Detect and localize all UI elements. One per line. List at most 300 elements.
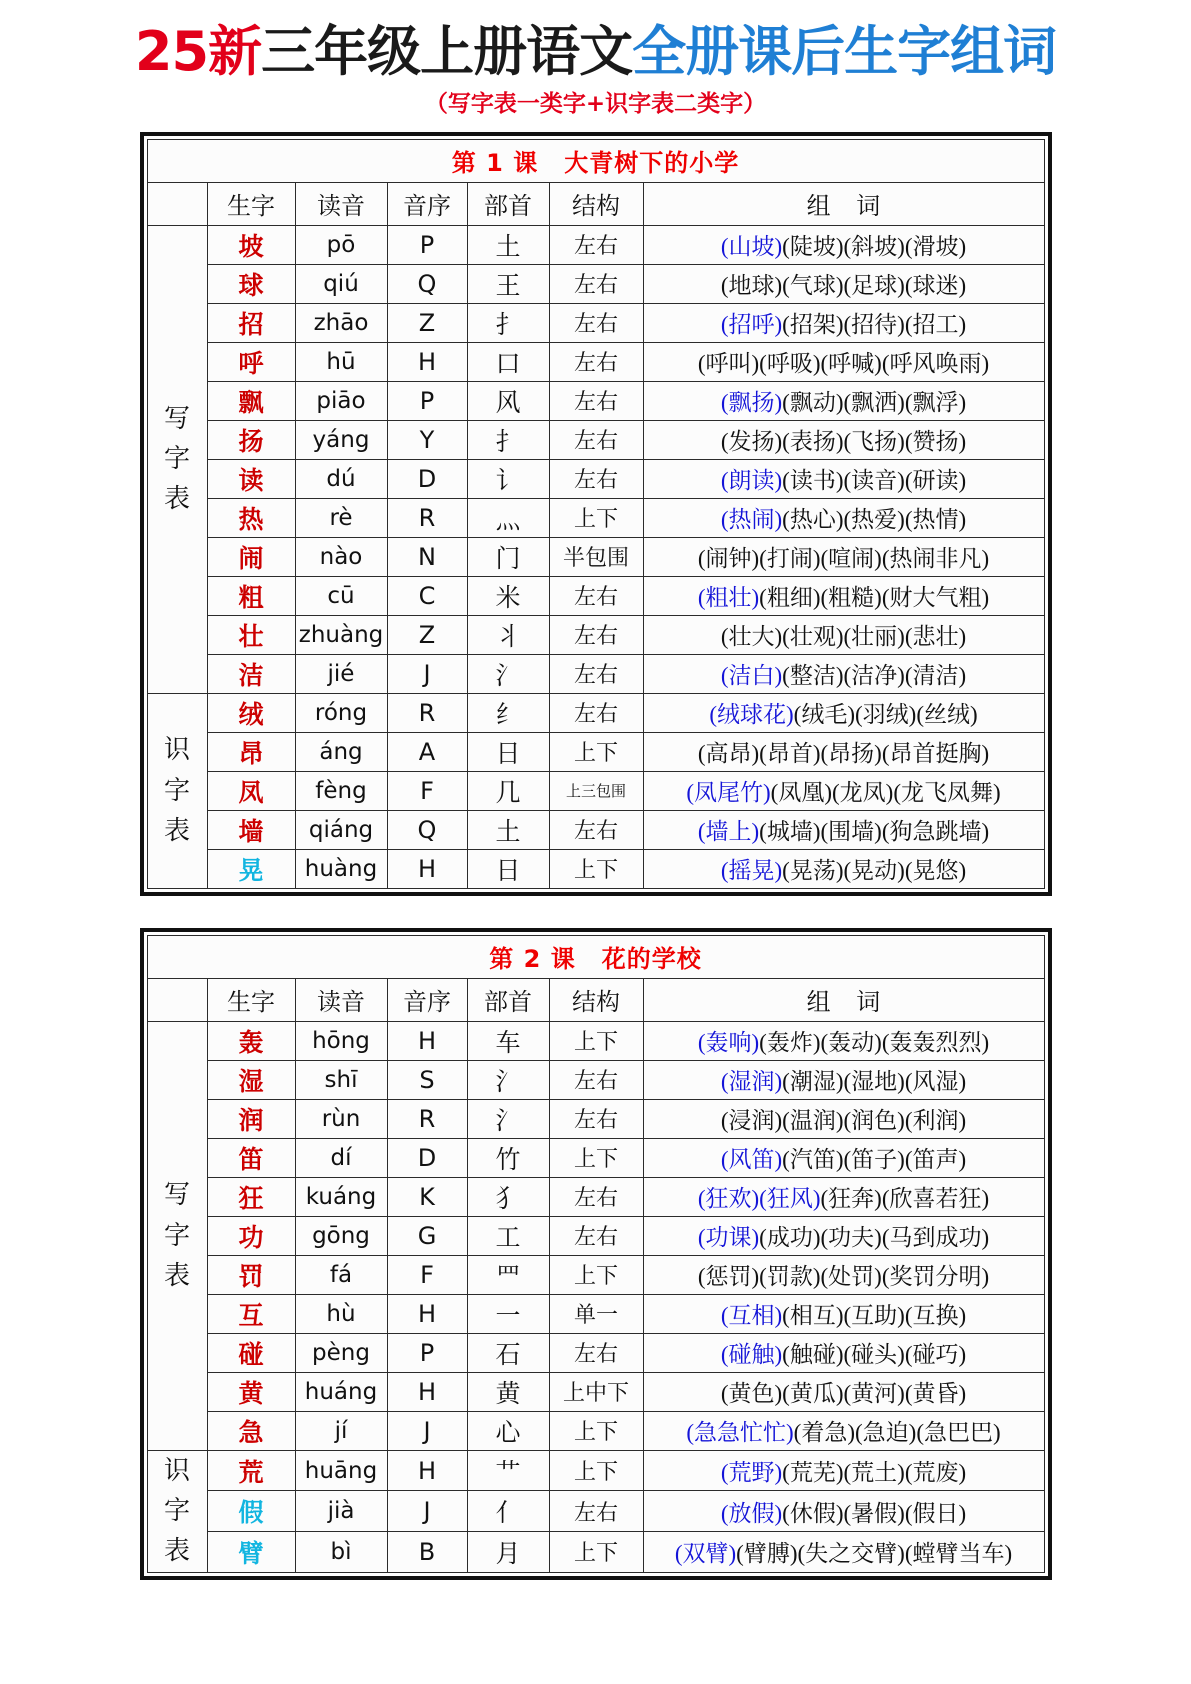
vocab-table [147,935,1045,1573]
word-item: (围墙) [820,819,882,845]
cell-initial-letter: H [387,1294,467,1333]
column-header-row [147,182,1044,225]
cell-structure: 左右 [549,225,643,264]
word-item: (轰响) [697,1030,760,1056]
word-item: (热情) [904,507,967,533]
word-item: (黄昏) [904,1381,967,1407]
cell-words [643,1060,1044,1099]
table-row [147,1177,1044,1216]
table-row [147,1255,1044,1294]
cell-initial-letter: R [387,693,467,732]
lesson-title [147,139,1044,182]
cell-words [643,342,1044,381]
cell-radical: 土 [467,225,549,264]
word-item: (丝绒) [916,702,978,728]
cell-initial-letter: A [387,732,467,771]
cell-pinyin: hōng [295,1021,387,1060]
table-row [147,381,1044,420]
cell-character: 绒 [207,693,295,732]
cell-initial-letter: J [387,1411,467,1450]
cell-structure: 左右 [549,381,643,420]
cell-pinyin: áng [295,732,387,771]
word-item: (表扬) [782,429,844,455]
cell-initial-letter: R [387,1099,467,1138]
section-label-char: 识 [163,735,190,765]
table-row [147,576,1044,615]
cell-pinyin: jié [295,654,387,693]
table-row [147,1531,1044,1572]
cell-pinyin: qiáng [295,810,387,849]
cell-initial-letter: R [387,498,467,537]
cell-structure: 左右 [549,654,643,693]
word-item: (利润) [904,1108,967,1134]
table-row [147,1021,1044,1060]
cell-radical: 丬 [467,615,549,654]
cell-initial-letter: D [387,459,467,498]
cell-radical: 风 [467,381,549,420]
word-item: (足球) [843,273,905,299]
word-item: (发扬) [720,429,783,455]
cell-words [643,381,1044,420]
cell-pinyin: hū [295,342,387,381]
table-row [147,342,1044,381]
word-item: (急迫) [855,1420,917,1446]
cell-words [643,264,1044,303]
cell-structure: 半包围 [549,537,643,576]
table-row [147,693,1044,732]
word-item: (斜坡) [843,234,905,260]
word-item: (飞扬) [843,429,905,455]
column-header-initial: 音序 [387,978,467,1021]
section-label-write [147,225,207,693]
table-row [147,615,1044,654]
cell-radical: 米 [467,576,549,615]
cell-pinyin: rùn [295,1099,387,1138]
cell-structure: 左右 [549,459,643,498]
word-item: (荒芜) [782,1460,844,1485]
cell-radical: 门 [467,537,549,576]
word-item: (清洁) [904,663,967,689]
cell-pinyin: fèng [295,771,387,810]
table-row [147,771,1044,810]
cell-pinyin: rè [295,498,387,537]
word-item: (打闹) [759,546,821,572]
word-item: (绒球花) [709,702,794,728]
cell-words [643,537,1044,576]
cell-character: 热 [207,498,295,537]
word-item: (读书) [782,468,844,494]
cell-character: 互 [207,1294,295,1333]
cell-initial-letter: H [387,1450,467,1491]
word-item: (热闹非凡) [881,546,990,572]
word-item: (财大气粗) [881,585,990,611]
word-item: (壮观) [782,624,844,650]
word-item: (急急忙忙) [686,1420,794,1446]
cell-structure: 上下 [549,1450,643,1491]
word-item: (壮丽) [843,624,905,650]
word-item: (温润) [782,1108,844,1134]
cell-structure: 左右 [549,576,643,615]
word-item: (朗读) [720,468,783,494]
cell-words [643,1177,1044,1216]
word-item: (高昂) [697,741,760,767]
cell-character: 洁 [207,654,295,693]
word-item: (飘动) [782,390,844,416]
word-item: (热闹) [720,507,783,533]
word-item: (笛子) [843,1147,905,1173]
cell-character: 墙 [207,810,295,849]
cell-words [643,1411,1044,1450]
word-item: (潮湿) [782,1069,844,1095]
cell-radical: 灬 [467,498,549,537]
cell-initial-letter: C [387,576,467,615]
cell-character: 球 [207,264,295,303]
word-item: (欣喜若狂) [881,1186,990,1212]
word-item: (热爱) [843,507,905,533]
word-item: (球迷) [904,273,967,299]
cell-character: 晃 [207,849,295,888]
word-item: (风笛) [720,1147,783,1173]
cell-structure: 左右 [549,342,643,381]
cell-radical: 黄 [467,1372,549,1411]
cell-radical: 土 [467,810,549,849]
word-item: (读音) [843,468,905,494]
table-row [147,420,1044,459]
vocab-table [147,139,1045,889]
cell-character: 功 [207,1216,295,1255]
cell-radical: 车 [467,1021,549,1060]
lesson-name: 大青树下的小学 [564,149,740,178]
lesson-name: 花的学校 [601,945,702,974]
corner-cell [147,182,207,225]
cell-radical: 月 [467,1531,549,1572]
cell-pinyin: dú [295,459,387,498]
cell-character: 凤 [207,771,295,810]
word-item: (绒毛) [793,702,855,728]
word-item: (凤尾竹) [686,780,771,806]
cell-character: 招 [207,303,295,342]
word-item: (招呼) [720,312,783,338]
word-item: (浸润) [720,1108,783,1134]
cell-initial-letter: J [387,654,467,693]
section-label-char: 表 [163,1536,190,1566]
cell-words [643,1294,1044,1333]
word-item: (互助) [843,1303,905,1329]
cell-words [643,1255,1044,1294]
cell-structure: 左右 [549,264,643,303]
cell-structure: 左右 [549,303,643,342]
cell-words [643,1491,1044,1532]
cell-pinyin: shī [295,1060,387,1099]
cell-pinyin: huàng [295,849,387,888]
cell-pinyin: huáng [295,1372,387,1411]
cell-structure: 左右 [549,420,643,459]
cell-character: 闹 [207,537,295,576]
word-item: (着急) [793,1420,855,1446]
word-item: (滑坡) [904,234,967,260]
word-item: (呼喊) [820,351,882,377]
word-item: (湿润) [720,1069,783,1095]
cell-character: 坡 [207,225,295,264]
word-item: (晃悠) [904,858,967,884]
word-item: (轰动) [820,1030,882,1056]
word-item: (粗糙) [820,585,882,611]
table-row [147,1138,1044,1177]
word-item: (成功) [759,1225,821,1251]
cell-initial-letter: Z [387,303,467,342]
cell-pinyin: qiú [295,264,387,303]
word-item: (热心) [782,507,844,533]
word-item: (狂奔) [820,1186,882,1212]
lesson-number: 第 1 课 [451,149,539,178]
word-item: (悲壮) [904,624,967,650]
word-item: (昂首) [759,741,821,767]
cell-initial-letter: Z [387,615,467,654]
word-item: (山坡) [720,234,783,260]
table-row [147,1216,1044,1255]
word-item: (招架) [782,312,844,338]
word-item: (招工) [904,312,967,338]
word-item: (荒土) [843,1460,905,1485]
cell-radical: 石 [467,1333,549,1372]
cell-character: 扬 [207,420,295,459]
lesson-banner-row [147,139,1044,182]
cell-words [643,303,1044,342]
title-segment-black: 三年级上册语文 [261,20,633,83]
cell-structure: 上下 [549,849,643,888]
cell-character: 粗 [207,576,295,615]
section-label-char: 写 [163,1180,190,1210]
word-item: (惩罚) [697,1264,760,1290]
cell-words [643,1372,1044,1411]
cell-structure: 左右 [549,1333,643,1372]
cell-words [643,1138,1044,1177]
word-item: (狂欢) [697,1186,760,1212]
column-header-words: 组 词 [643,182,1044,225]
cell-initial-letter: H [387,1021,467,1060]
table-row [147,849,1044,888]
cell-initial-letter: P [387,225,467,264]
word-item: (陡坡) [782,234,844,260]
cell-radical: 扌 [467,420,549,459]
cell-radical: 工 [467,1216,549,1255]
cell-initial-letter: N [387,537,467,576]
cell-initial-letter: H [387,1372,467,1411]
column-header-words: 组 词 [643,978,1044,1021]
title-segment-blue: 全册课后生字组词 [632,20,1057,83]
section-label-write [147,1021,207,1450]
word-item: (双臂) [674,1541,737,1567]
word-item: (罚款) [759,1264,821,1290]
cell-initial-letter: F [387,1255,467,1294]
table-row [147,654,1044,693]
word-item: (壮大) [720,624,783,650]
cell-pinyin: bì [295,1531,387,1572]
word-item: (黄瓜) [782,1381,844,1407]
section-label-char: 写 [163,403,190,433]
word-item: (粗壮) [697,585,760,611]
cell-words [643,1216,1044,1255]
cell-initial-letter: H [387,342,467,381]
cell-radical: 王 [467,264,549,303]
word-item: (荒废) [904,1460,967,1485]
cell-initial-letter: Q [387,264,467,303]
word-item: (呼吸) [759,351,821,377]
word-item: (黄色) [720,1381,783,1407]
cell-pinyin: kuáng [295,1177,387,1216]
cell-radical: 罒 [467,1255,549,1294]
word-item: (功课) [697,1225,760,1251]
cell-character: 飘 [207,381,295,420]
word-item: (昂首挺胸) [881,741,990,767]
cell-pinyin: yáng [295,420,387,459]
cell-pinyin: pèng [295,1333,387,1372]
cell-radical: 日 [467,732,549,771]
page-subtitle: （写字表一类字+识字表二类字） [424,90,767,117]
cell-words [643,693,1044,732]
column-header-pinyin: 读音 [295,978,387,1021]
lesson-banner-row [147,935,1044,978]
cell-pinyin: piāo [295,381,387,420]
cell-initial-letter: J [387,1491,467,1532]
cell-words [643,1021,1044,1060]
cell-character: 笛 [207,1138,295,1177]
cell-structure: 单一 [549,1294,643,1333]
word-item: (狂风) [759,1186,821,1212]
word-item: (龙飞凤舞) [893,780,1001,806]
word-item: (触碰) [782,1342,844,1368]
cell-structure: 左右 [549,1099,643,1138]
cell-pinyin: gōng [295,1216,387,1255]
column-header-character: 生字 [207,182,295,225]
table-row [147,810,1044,849]
table-row [147,1099,1044,1138]
cell-words [643,1099,1044,1138]
table-row [147,498,1044,537]
cell-pinyin: zhāo [295,303,387,342]
word-item: (碰巧) [904,1342,967,1368]
cell-initial-letter: G [387,1216,467,1255]
table-row [147,1372,1044,1411]
cell-radical: 犭 [467,1177,549,1216]
cell-pinyin: zhuàng [295,615,387,654]
cell-structure: 上三包围 [549,771,643,810]
word-item: (赞扬) [904,429,967,455]
cell-radical: 一 [467,1294,549,1333]
cell-pinyin: pō [295,225,387,264]
column-header-structure: 结构 [549,978,643,1021]
cell-radical: 氵 [467,1099,549,1138]
word-item: (螳臂当车) [904,1541,1013,1567]
cell-character: 湿 [207,1060,295,1099]
section-label-read [147,693,207,888]
word-item: (气球) [782,273,844,299]
word-item: (龙凤) [832,780,894,806]
corner-cell [147,978,207,1021]
cell-character: 罚 [207,1255,295,1294]
word-item: (招待) [843,312,905,338]
cell-structure: 上下 [549,1255,643,1294]
cell-initial-letter: H [387,849,467,888]
word-item: (轰轰烈烈) [881,1030,990,1056]
cell-initial-letter: P [387,1333,467,1372]
cell-radical: 扌 [467,303,549,342]
lesson-number: 第 2 课 [489,945,576,974]
cell-structure: 左右 [549,615,643,654]
word-item: (狗急跳墙) [881,819,990,845]
cell-structure: 左右 [549,1177,643,1216]
word-item: (摇晃) [720,858,783,884]
table-row [147,1491,1044,1532]
cell-initial-letter: D [387,1138,467,1177]
cell-character: 昂 [207,732,295,771]
cell-pinyin: dí [295,1138,387,1177]
page-title [0,20,1191,83]
cell-radical: 几 [467,771,549,810]
table-row [147,1294,1044,1333]
word-item: (放假) [720,1500,783,1526]
cell-words [643,1531,1044,1572]
table-row [147,303,1044,342]
word-item: (汽笛) [782,1147,844,1173]
cell-words [643,459,1044,498]
cell-radical: 氵 [467,654,549,693]
table-row [147,459,1044,498]
cell-radical: 日 [467,849,549,888]
cell-radical: 亻 [467,1491,549,1532]
cell-words [643,498,1044,537]
word-item: (晃动) [843,858,905,884]
table-row [147,264,1044,303]
word-item: (失之交臂) [797,1541,905,1567]
word-item: (暑假) [843,1500,905,1526]
cell-pinyin: fá [295,1255,387,1294]
word-item: (地球) [720,273,783,299]
column-header-pinyin: 读音 [295,182,387,225]
cell-pinyin: jià [295,1491,387,1532]
section-label-char: 表 [163,815,190,845]
cell-structure: 左右 [549,693,643,732]
word-item: (润色) [843,1108,905,1134]
cell-pinyin: cū [295,576,387,615]
word-item: (喧闹) [820,546,882,572]
section-label-char: 字 [163,1220,190,1250]
cell-structure: 左右 [549,810,643,849]
cell-structure: 左右 [549,1491,643,1532]
word-item: (晃荡) [782,858,844,884]
word-item: (互换) [904,1303,967,1329]
lesson-table-2 [140,928,1052,1580]
cell-initial-letter: S [387,1060,467,1099]
table-row [147,1333,1044,1372]
cell-structure: 上下 [549,1138,643,1177]
cell-words [643,732,1044,771]
column-header-row [147,978,1044,1021]
cell-radical: 竹 [467,1138,549,1177]
word-item: (风湿) [904,1069,967,1095]
cell-radical: 心 [467,1411,549,1450]
cell-pinyin: jí [295,1411,387,1450]
cell-words [643,849,1044,888]
cell-pinyin: hù [295,1294,387,1333]
cell-character: 狂 [207,1177,295,1216]
cell-radical: 讠 [467,459,549,498]
table-row [147,1411,1044,1450]
section-label-char: 识 [163,1455,190,1485]
cell-structure: 上下 [549,1021,643,1060]
section-label-char: 表 [163,484,190,514]
word-item: (飘浮) [904,390,967,416]
